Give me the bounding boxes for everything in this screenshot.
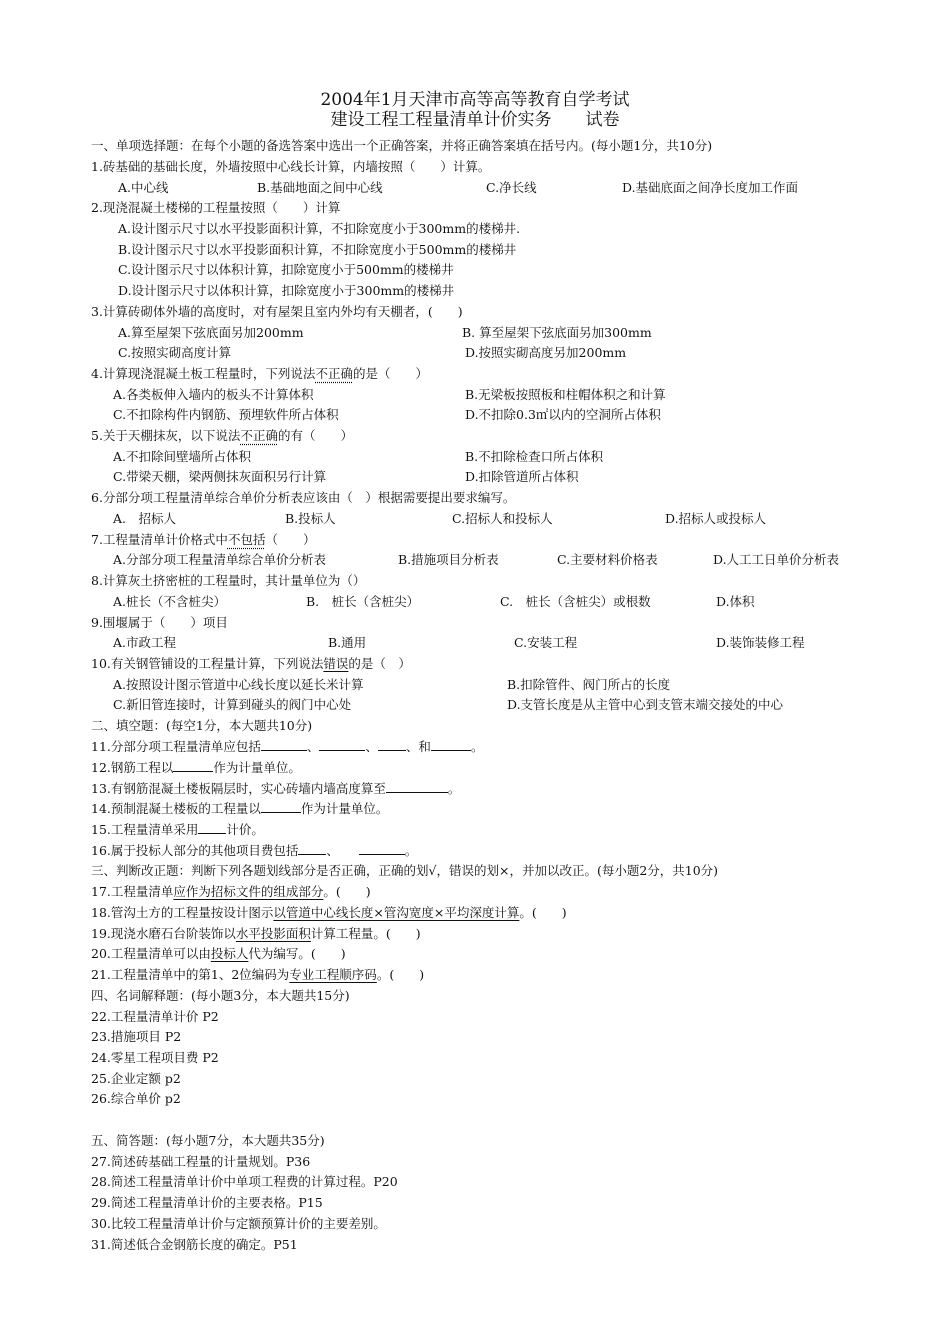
q19-text: 19.现浇水磨石台阶装饰以 [91,926,236,941]
q6-option-c: C.招标人和投标人 [452,511,553,526]
question-6: 6.分部分项工程量清单综合单价分析表应该由（ ）根据需要提出要求编写。 [91,490,516,505]
question-10 [91,655,411,673]
q4-option-b: B.无梁板按照板和柱帽体积之和计算 [465,387,666,402]
q12-text-end: 作为计量单位。 [213,760,301,775]
question-8: 8.计算灰土挤密桩的工程量时，其计量单位为（） [91,573,366,588]
q5-option-a: A.不扣除间壁墙所占体积 [113,449,252,464]
question-27: 27.简述砖基础工程量的计量规划。P36 [91,1154,311,1169]
q20-text-end: 代为编写。( ) [248,946,346,961]
q2-option-c: C.设计图示尺寸以体积计算，扣除宽度小于500mm的楼梯井 [118,262,454,277]
q5-text-end: 的有（ ） [277,428,353,443]
question-25: 25.企业定额 p2 [91,1071,181,1086]
question-30: 30.比较工程量清单计价与定额预算计价的主要差别。 [91,1216,386,1231]
q8-option-c: C. 桩长（含桩尖）或根数 [500,594,651,609]
q5-option-c: C.带梁天棚，梁两侧抹灰面积另行计算 [113,469,327,484]
q16-blank-2 [359,842,405,855]
question-21 [91,966,424,984]
q4-text: 4.计算现浇混凝土板工程量时，下列说法 [91,366,316,381]
question-11 [91,738,483,756]
q3-option-d: D.按照实砌高度另加200mm [465,345,627,360]
q6-option-b: B.投标人 [285,511,336,526]
q20-underlined: 投标人 [210,946,249,961]
q7-option-c: C.主要材料价格表 [557,552,658,567]
q14-text: 14.预制混凝土楼板的工程量以 [91,801,261,816]
q10-option-b: B.扣除管件、阀门所占的长度 [507,677,671,692]
q14-blank [261,800,301,813]
q14-text-end: 作为计量单位。 [300,801,389,816]
q5-emphasis: 不正确 [240,428,278,443]
q11-text: 11.分部分项工程量清单应包括 [91,739,261,754]
question-1: 1.砖基础的基础长度，外墙按照中心线长计算，内墙按照（ ）计算。 [91,159,491,174]
q11-blank-3 [378,738,406,751]
q11-blank-2 [319,738,365,751]
q1-option-b: B.基础地面之间中心线 [257,180,383,195]
q17-text: 17.工程量清单 [91,884,174,899]
q7-option-b: B.措施项目分析表 [398,552,499,567]
question-31: 31.简述低合金钢筋长度的确定。P51 [91,1237,298,1252]
q2-option-a: A.设计图示尺寸以水平投影面积计算，不扣除宽度小于300mm的楼梯井. [118,221,521,236]
q10-option-c: C.新旧管连接时，计算到碰头的阀门中心处 [113,697,352,712]
q11-sep-2: 、 [365,739,378,754]
q16-end: 。 [404,843,418,858]
q5-option-b: B.不扣除检查口所占体积 [465,449,604,464]
q9-option-c: C.安装工程 [514,635,578,650]
q6-option-a: A. 招标人 [113,511,177,526]
q16-sep: 、 [326,843,339,858]
section-1-heading: 一、单项选择题：在每个小题的备选答案中选出一个正确答案，并将正确答案填在括号内。(每小题1分，共10分) [91,138,713,153]
section-3-heading: 三、判断改正题：判断下列各题划线部分是否正确，正确的划√，错误的划×，并加以改正。(每小题2分，共10分) [91,863,719,878]
q19-text-end: 计算工程量。( ) [310,926,421,941]
q4-emphasis: 不正确 [315,366,353,381]
q10-emphasis: 错误 [323,656,349,671]
question-12 [91,759,301,777]
question-28: 28.简述工程量清单计价中单项工程费的计算过程。P20 [91,1174,398,1189]
q9-option-d: D.装饰装修工程 [716,635,805,650]
q7-option-a: A.分部分项工程量清单综合单价分析表 [113,552,327,567]
q4-text-end: 的是（ ） [352,366,428,381]
q10-option-d: D.支管长度是从主管中心到支管末端交接处的中心 [507,697,784,712]
question-23: 23.措施项目 P2 [91,1029,182,1044]
question-26: 26.综合单价 p2 [91,1091,181,1106]
question-7 [91,531,315,549]
q1-option-c: C.净长线 [486,180,537,195]
q10-text-end: 的是（ ） [348,656,411,671]
exam-subtitle: 建设工程工程量清单计价实务 试卷 [330,110,620,130]
q11-sep-1: 、 [306,739,320,754]
q6-option-d: D.招标人或投标人 [665,511,767,526]
q21-text-end: 。( ) [376,967,425,982]
q11-blank-1 [261,738,307,751]
q11-blank-4 [431,738,471,751]
q21-underlined: 专业工程顺序码 [289,967,377,982]
question-15 [91,821,264,839]
q20-text: 20.工程量清单可以由 [91,946,211,961]
question-5 [91,427,353,445]
q13-text-end: 。 [447,781,461,796]
q3-option-c: C.按照实砌高度计算 [118,345,232,360]
q3-option-b: B. 算至屋架下弦底面另加300mm [462,325,652,340]
question-17 [91,883,371,901]
question-2: 2.现浇混凝土楼梯的工程量按照（ ）计算 [91,200,341,215]
question-20 [91,945,346,963]
question-9: 9.围堰属于（ ）项目 [91,615,228,630]
q18-underlined: 以管道中心线长度×管沟宽度×平均深度计算 [273,905,520,920]
q21-text: 21.工程量清单中的第1、2位编码为 [91,967,290,982]
q2-option-b: B.设计图示尺寸以水平投影面积计算，不扣除宽度小于500mm的楼梯井 [118,242,517,257]
q9-option-b: B.通用 [328,635,367,650]
q8-option-a: A.桩长（不含桩尖） [113,594,227,609]
q15-text-end: 计价。 [226,822,264,837]
section-5-heading: 五、简答题：(每小题7分，本大题共35分) [91,1133,325,1148]
question-14 [91,800,388,818]
question-19 [91,925,421,943]
q13-blank [386,780,448,793]
q5-option-d: D.扣除管道所占体积 [465,469,579,484]
question-24: 24.零星工程项目费 P2 [91,1050,219,1065]
question-13 [91,780,460,798]
section-2-heading: 二、填空题：(每空1分，本大题共10分) [91,718,313,733]
q9-option-a: A.市政工程 [113,635,177,650]
q4-option-c: C.不扣除构件内钢筋、预埋软件所占体积 [113,407,339,422]
q1-option-a: A.中心线 [118,180,169,195]
q12-blank [173,759,213,772]
q4-option-a: A.各类板伸入墙内的板头不计算体积 [113,387,314,402]
q16-text: 16.属于投标人部分的其他项目费包括 [91,843,299,858]
q7-emphasis: 不包括 [227,532,266,547]
question-29: 29.简述工程量清单计价的主要表格。P15 [91,1195,323,1210]
q12-text: 12.钢筋工程以 [91,760,174,775]
q15-blank [198,821,226,834]
q4-option-d: D.不扣除0.3㎡以内的空洞所占体积 [465,407,661,422]
q5-text: 5.关于天棚抹灰，以下说法 [91,428,241,443]
q17-underlined: 应作为招标文件的组成部分 [173,884,324,899]
q7-text: 7.工程量清单计价格式中 [91,532,228,547]
q7-text-end: （ ） [265,532,316,547]
question-18 [91,904,567,922]
q18-text: 18.管沟土方的工程量按设计图示 [91,905,274,920]
q3-option-a: A.算至屋架下弦底面另加200mm [118,325,304,340]
question-3: 3.计算砖砌体外墙的高度时，对有屋架且室内外均有天棚者，( ) [91,304,463,319]
question-22: 22.工程量清单计价 P2 [91,1009,219,1024]
exam-title: 2004年1月天津市高等高等教育自学考试 [320,90,630,110]
q8-option-b: B. 桩长（含桩尖） [306,594,420,609]
q13-text: 13.有钢筋混凝土楼板隔层时，实心砖墙内墙高度算至 [91,781,386,796]
q15-text: 15.工程量清单采用 [91,822,199,837]
q11-sep-3: 、和 [405,739,431,754]
q1-option-d: D.基础底面之间净长度加工作面 [622,180,799,195]
q16-blank-1 [298,842,326,855]
q10-text: 10.有关钢管铺设的工程量计算，下列说法 [91,656,324,671]
q17-text-end: 。( ) [323,884,371,899]
q19-underlined: 水平投影面积 [235,926,311,941]
section-4-heading: 四、名词解释题：(每小题3分，本大题共15分) [91,988,350,1003]
q11-end: 。 [470,739,484,754]
question-4 [91,365,428,383]
q10-option-a: A.按照设计图示管道中心线长度以延长米计算 [113,677,364,692]
q7-option-d: D.人工工日单价分析表 [713,552,840,567]
q18-text-end: 。( ) [519,905,567,920]
q8-option-d: D.体积 [716,594,755,609]
question-16 [91,842,417,860]
q2-option-d: D.设计图示尺寸以体积计算，扣除宽度小于300mm的楼梯井 [118,283,455,298]
